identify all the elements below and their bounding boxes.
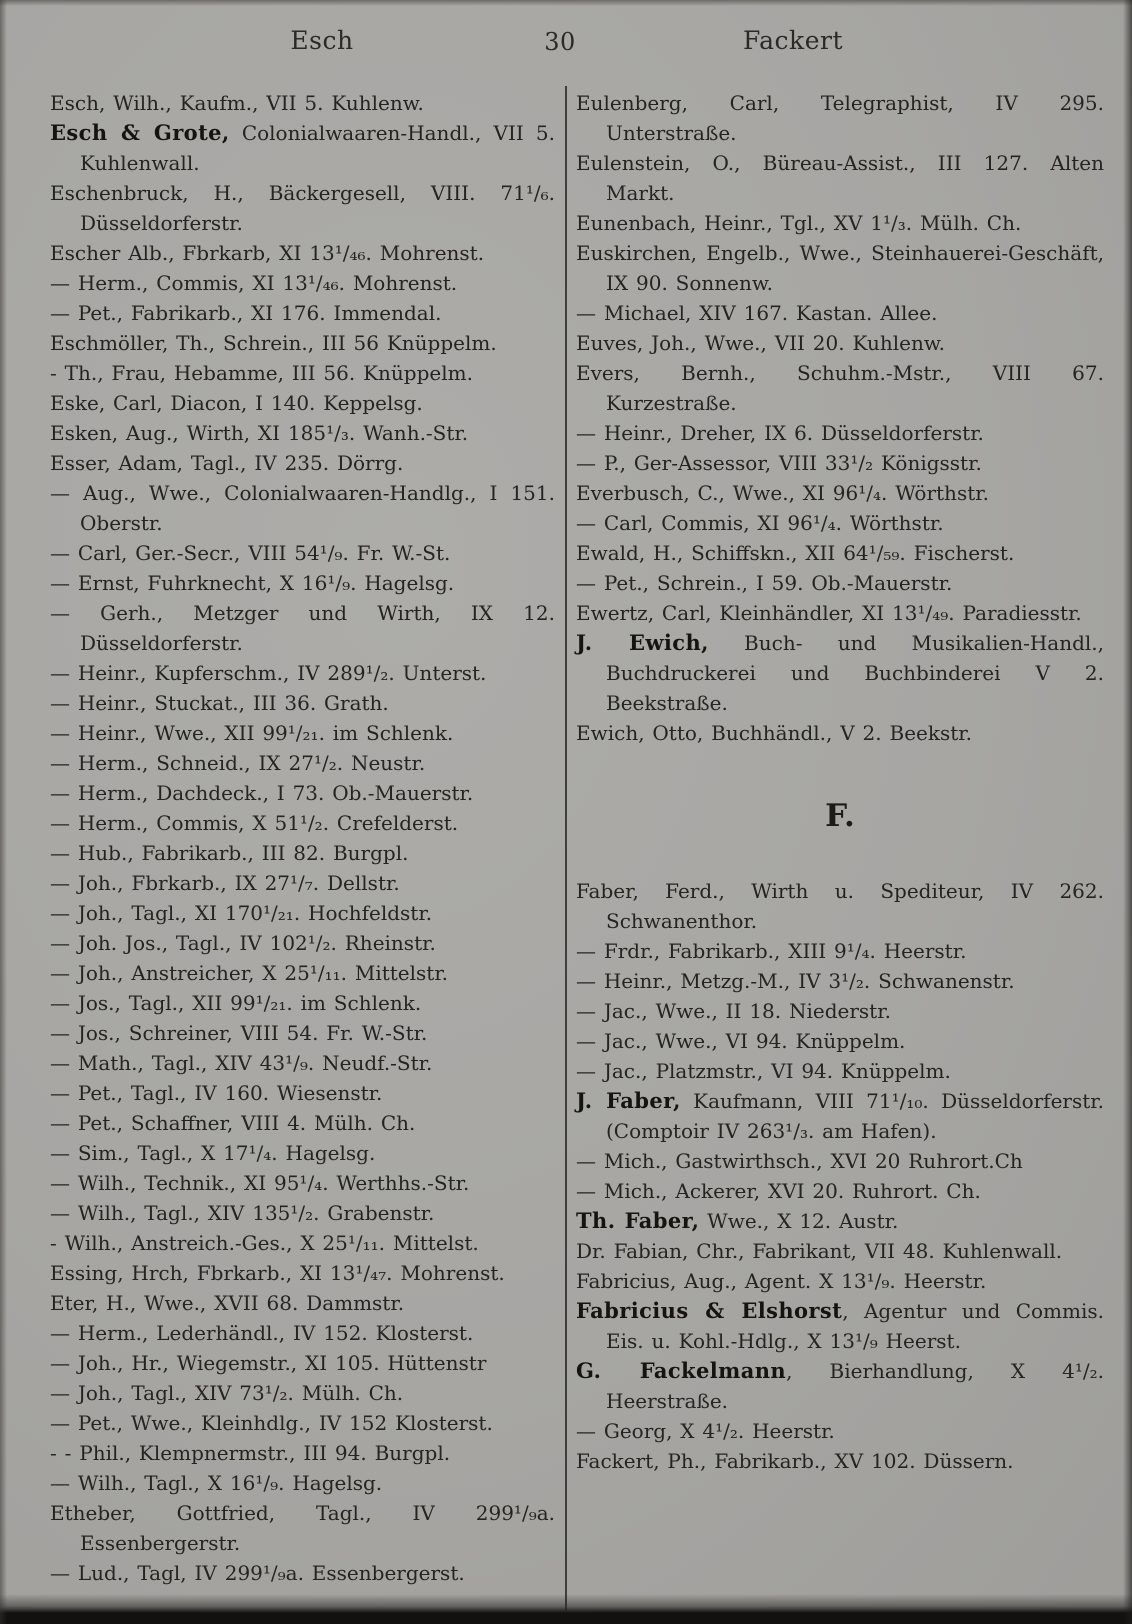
- entry-name-bold: Fabricius & Elshorst: [576, 1298, 843, 1323]
- directory-entry: Everbusch, C., Wwe., XI 96¹/₄. Wörthstr.: [576, 481, 989, 505]
- directory-entry: Ewich, Otto, Buchhändl., V 2. Beekstr.: [576, 721, 973, 745]
- directory-entry: — Jos., Tagl., XII 99¹/₂₁. im Schlenk.: [50, 991, 422, 1015]
- directory-entry: — Heinr., Metzg.-M., IV 3¹/₂. Schwanenstr.: [576, 969, 1015, 993]
- directory-entry: — Mich., Ackerer, XVI 20. Ruhrort. Ch.: [576, 1179, 981, 1203]
- directory-entry: - Wilh., Anstreich.-Ges., X 25¹/₁₁. Mittelst.: [50, 1231, 479, 1255]
- directory-entry: Ewald, H., Schiffskn., XII 64¹/₅₉. Fischerst.: [576, 541, 1015, 565]
- directory-entry: — Ernst, Fuhrknecht, X 16¹/₉. Hagelsg.: [50, 571, 455, 595]
- directory-entry: — Pet., Fabrikarb., XI 176. Immendal.: [50, 301, 442, 325]
- entry-name-bold: J. Ewich,: [576, 630, 709, 655]
- directory-entry: J. Faber, Kaufmann, VIII 71¹/₁₀. Düsseldorferstr. (Comptoir IV 263¹/₃. am Hafen).: [576, 1088, 1104, 1143]
- directory-entry: — Wilh., Tagl., XIV 135¹/₂. Grabenstr.: [50, 1201, 435, 1225]
- header-keyword-right: Fackert: [743, 26, 843, 55]
- section-heading: F.: [825, 798, 855, 834]
- directory-entry: — Gerh., Metzger und Wirth, IX 12. Düsseldorferstr.: [50, 601, 555, 655]
- directory-entry: Eter, H., Wwe., XVII 68. Dammstr.: [50, 1291, 405, 1315]
- directory-entry: — Jac., Platzmstr., VI 94. Knüppelm.: [576, 1059, 951, 1083]
- directory-entry: — Pet., Schaffner, VIII 4. Mülh. Ch.: [50, 1111, 416, 1135]
- directory-entry: Fabricius & Elshorst, Agentur und Commis. Eis. u. Kohl.-Hdlg., X 13¹/₉ Heerst.: [576, 1298, 1104, 1353]
- directory-entry: — Herm., Commis, XI 13¹/₄₆. Mohrenst.: [50, 271, 458, 295]
- entry-name-bold: Th. Faber,: [576, 1208, 700, 1233]
- directory-entry: Escher Alb., Fbrkarb, XI 13¹/₄₆. Mohrenst.: [50, 241, 485, 265]
- directory-entry: — P., Ger-Assessor, VIII 33¹/₂ Königsstr.: [576, 451, 982, 475]
- directory-entry: — Carl, Commis, XI 96¹/₄. Wörthstr.: [576, 511, 944, 535]
- directory-entry: — Herm., Lederhändl., IV 152. Klosterst.: [50, 1321, 474, 1345]
- directory-entry: — Lud., Tagl, IV 299¹/₉a. Essenbergerst.: [50, 1561, 465, 1585]
- directory-entry: Euves, Joh., Wwe., VII 20. Kuhlenw.: [576, 331, 945, 355]
- directory-entry: Esch, Wilh., Kaufm., VII 5. Kuhlenw.: [50, 91, 424, 115]
- directory-entry: — Herm., Commis, X 51¹/₂. Crefelderst.: [50, 811, 459, 835]
- header-keyword-left: Esch: [290, 26, 354, 55]
- directory-entry: Eske, Carl, Diacon, I 140. Keppelsg.: [50, 391, 423, 415]
- directory-entry: — Wilh., Tagl., X 16¹/₉. Hagelsg.: [50, 1471, 383, 1495]
- directory-entry: - Th., Frau, Hebamme, III 56. Knüppelm.: [50, 361, 473, 385]
- directory-entry: J. Ewich, Buch- und Musikalien-Handl., Buchdruckerei und Buchbinderei V 2. Beekstraße.: [576, 630, 1104, 715]
- page-number: 30: [544, 28, 576, 56]
- right-column: [576, 88, 1104, 1476]
- directory-entry: Euskirchen, Engelb., Wwe., Steinhauerei-Geschäft, IX 90. Sonnenw.: [576, 241, 1104, 295]
- directory-entry: — Frdr., Fabrikarb., XIII 9¹/₄. Heerstr.: [576, 939, 967, 963]
- directory-entry: — Pet., Wwe., Kleinhdlg., IV 152 Klosterst.: [50, 1411, 493, 1435]
- directory-entry: — Joh. Jos., Tagl., IV 102¹/₂. Rheinstr.: [50, 931, 436, 955]
- directory-entry: — Heinr., Wwe., XII 99¹/₂₁. im Schlenk.: [50, 721, 454, 745]
- directory-entry: — Heinr., Kupferschm., IV 289¹/₂. Unterst.: [50, 661, 487, 685]
- directory-entry: — Joh., Tagl., XIV 73¹/₂. Mülh. Ch.: [50, 1381, 404, 1405]
- directory-entry: G. Fackelmann, Bierhandlung, X 4¹/₂. Heerstraße.: [576, 1358, 1104, 1413]
- directory-entry: Essing, Hrch, Fbrkarb., XI 13¹/₄₇. Mohrenst.: [50, 1261, 505, 1285]
- directory-entry: Eschenbruck, H., Bäckergesell, VIII. 71¹/₆. Düsseldorferstr.: [50, 181, 555, 235]
- entry-name-bold: Esch & Grote,: [50, 120, 230, 145]
- directory-entry: Faber, Ferd., Wirth u. Spediteur, IV 262. Schwanenthor.: [576, 879, 1104, 933]
- directory-entry: — Jos., Schreiner, VIII 54. Fr. W.-Str.: [50, 1021, 428, 1045]
- directory-entry: — Joh., Tagl., XI 170¹/₂₁. Hochfeldstr.: [50, 901, 433, 925]
- directory-entry: Evers, Bernh., Schuhm.-Mstr., VIII 67. Kurzestraße.: [576, 361, 1104, 415]
- directory-entry: — Heinr., Stuckat., III 36. Grath.: [50, 691, 389, 715]
- left-column: [50, 88, 555, 1588]
- directory-entry: — Math., Tagl., XIV 43¹/₉. Neudf.-Str.: [50, 1051, 433, 1075]
- directory-entry: Etheber, Gottfried, Tagl., IV 299¹/₉a. Essenbergerstr.: [50, 1501, 555, 1555]
- directory-entry: - - Phil., Klempnermstr., III 94. Burgpl.: [50, 1441, 451, 1465]
- directory-entry: — Wilh., Technik., XI 95¹/₄. Werthhs.-Str.: [50, 1171, 470, 1195]
- directory-entry: — Michael, XIV 167. Kastan. Allee.: [576, 301, 938, 325]
- directory-entry: — Joh., Hr., Wiegemstr., XI 105. Hüttenstr: [50, 1351, 487, 1375]
- directory-entry: Th. Faber, Wwe., X 12. Austr.: [576, 1208, 899, 1233]
- directory-entry: Dr. Fabian, Chr., Fabrikant, VII 48. Kuhlenwall.: [576, 1239, 1063, 1263]
- directory-entry: — Pet., Schrein., I 59. Ob.-Mauerstr.: [576, 571, 953, 595]
- directory-entry: Ewertz, Carl, Kleinhändler, XI 13¹/₄₉. Paradiesstr.: [576, 601, 1082, 625]
- directory-entry: — Heinr., Dreher, IX 6. Düsseldorferstr.: [576, 421, 984, 445]
- column-divider: [565, 86, 567, 1612]
- directory-entry: — Jac., Wwe., VI 94. Knüppelm.: [576, 1029, 906, 1053]
- directory-entry: Eunenbach, Heinr., Tgl., XV 1¹/₃. Mülh. Ch.: [576, 211, 1022, 235]
- directory-entry: — Carl, Ger.-Secr., VIII 54¹/₉. Fr. W.-St.: [50, 541, 451, 565]
- directory-entry: — Jac., Wwe., II 18. Niederstr.: [576, 999, 891, 1023]
- directory-entry: — Georg, X 4¹/₂. Heerstr.: [576, 1419, 835, 1443]
- directory-entry: — Pet., Tagl., IV 160. Wiesenstr.: [50, 1081, 383, 1105]
- directory-entry: — Joh., Fbrkarb., IX 27¹/₇. Dellstr.: [50, 871, 400, 895]
- directory-entry: — Hub., Fabrikarb., III 82. Burgpl.: [50, 841, 409, 865]
- directory-entry: Fabricius, Aug., Agent. X 13¹/₉. Heerstr.: [576, 1269, 987, 1293]
- directory-entry: — Mich., Gastwirthsch., XVI 20 Ruhrort.Ch: [576, 1149, 1023, 1173]
- directory-entry: Eschmöller, Th., Schrein., III 56 Knüppelm.: [50, 331, 497, 355]
- entry-name-bold: G. Fackelmann: [576, 1358, 787, 1383]
- directory-entry: — Joh., Anstreicher, X 25¹/₁₁. Mittelstr.: [50, 961, 449, 985]
- directory-entry: — Herm., Dachdeck., I 73. Ob.-Mauerstr.: [50, 781, 474, 805]
- directory-entry: Esken, Aug., Wirth, XI 185¹/₃. Wanh.-Str.: [50, 421, 469, 445]
- directory-entry: Eulenberg, Carl, Telegraphist, IV 295. Unterstraße.: [576, 91, 1104, 145]
- directory-entry: Fackert, Ph., Fabrikarb., XV 102. Düssern.: [576, 1449, 1014, 1473]
- directory-entry: Esch & Grote, Colonialwaaren-Handl., VII 5. Kuhlenwall.: [50, 120, 555, 175]
- directory-entry: — Aug., Wwe., Colonialwaaren-Handlg., I 151. Oberstr.: [50, 481, 555, 535]
- directory-entry: Eulenstein, O., Büreau-Assist., III 127. Alten Markt.: [576, 151, 1104, 205]
- directory-entry: — Sim., Tagl., X 17¹/₄. Hagelsg.: [50, 1141, 376, 1165]
- directory-entry: Esser, Adam, Tagl., IV 235. Dörrg.: [50, 451, 404, 475]
- entry-name-bold: J. Faber,: [576, 1088, 681, 1113]
- directory-entry: — Herm., Schneid., IX 27¹/₂. Neustr.: [50, 751, 426, 775]
